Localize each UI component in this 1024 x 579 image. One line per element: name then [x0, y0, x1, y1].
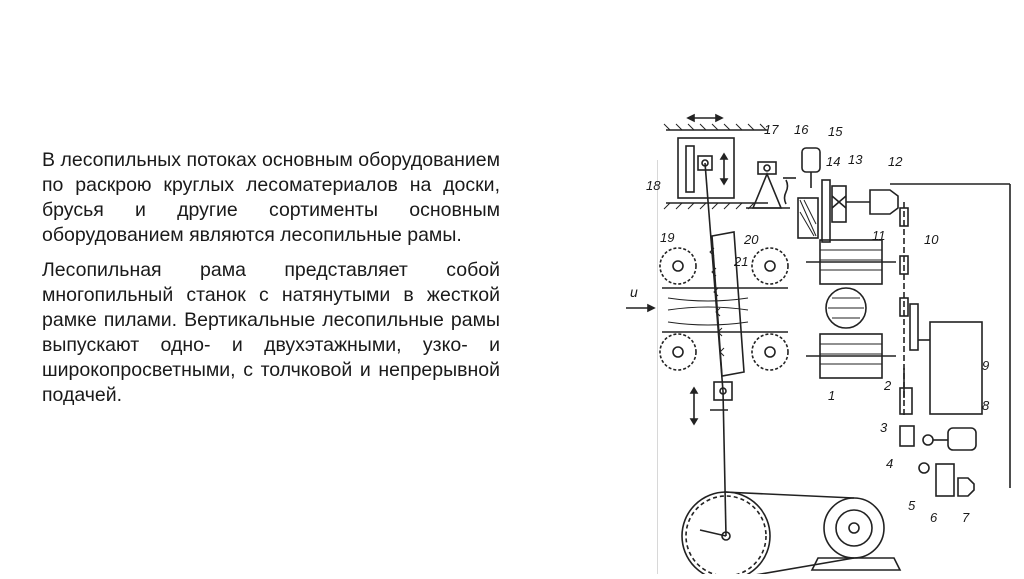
label-16: 16: [794, 122, 809, 137]
feed-label: u: [630, 284, 638, 300]
label-2: 2: [884, 378, 892, 393]
label-3: 3: [880, 420, 888, 435]
slide-text: [42, 148, 500, 418]
label-21: 21: [734, 254, 749, 269]
label-14: 14: [826, 154, 841, 169]
label-5: 5: [908, 498, 916, 513]
sawmill-frame-diagram: [618, 108, 1024, 574]
label-4: 4: [886, 456, 894, 471]
label-10: 10: [924, 232, 939, 247]
label-17: 17: [764, 122, 779, 137]
label-19: 19: [660, 230, 675, 245]
label-9: 9: [982, 358, 990, 373]
label-8: 8: [982, 398, 990, 413]
label-12: 12: [888, 154, 903, 169]
label-1: 1: [828, 388, 836, 403]
label-7: 7: [962, 510, 970, 525]
label-13: 13: [848, 152, 863, 167]
paragraph-2: Лесопильная рама представляет собой многопильный станок с натянутыми в жесткой рамке пилами. Вертикальные лесопильные рамы выпускают одно- и двухэтажными, узко- и широкопросветными, с толчковой и непрерывной подачей.: [42, 259, 500, 406]
label-6: 6: [930, 510, 938, 525]
label-15: 15: [828, 124, 843, 139]
paragraph-1: В лесопильных потоках основным оборудованием по раскрою круглых лесоматериалов на доски, брусья и другие сортименты основным оборудованием являются лесопильные рамы.: [42, 149, 500, 246]
label-11: 11: [872, 228, 886, 243]
label-20: 20: [744, 232, 759, 247]
label-18: 18: [646, 178, 661, 193]
